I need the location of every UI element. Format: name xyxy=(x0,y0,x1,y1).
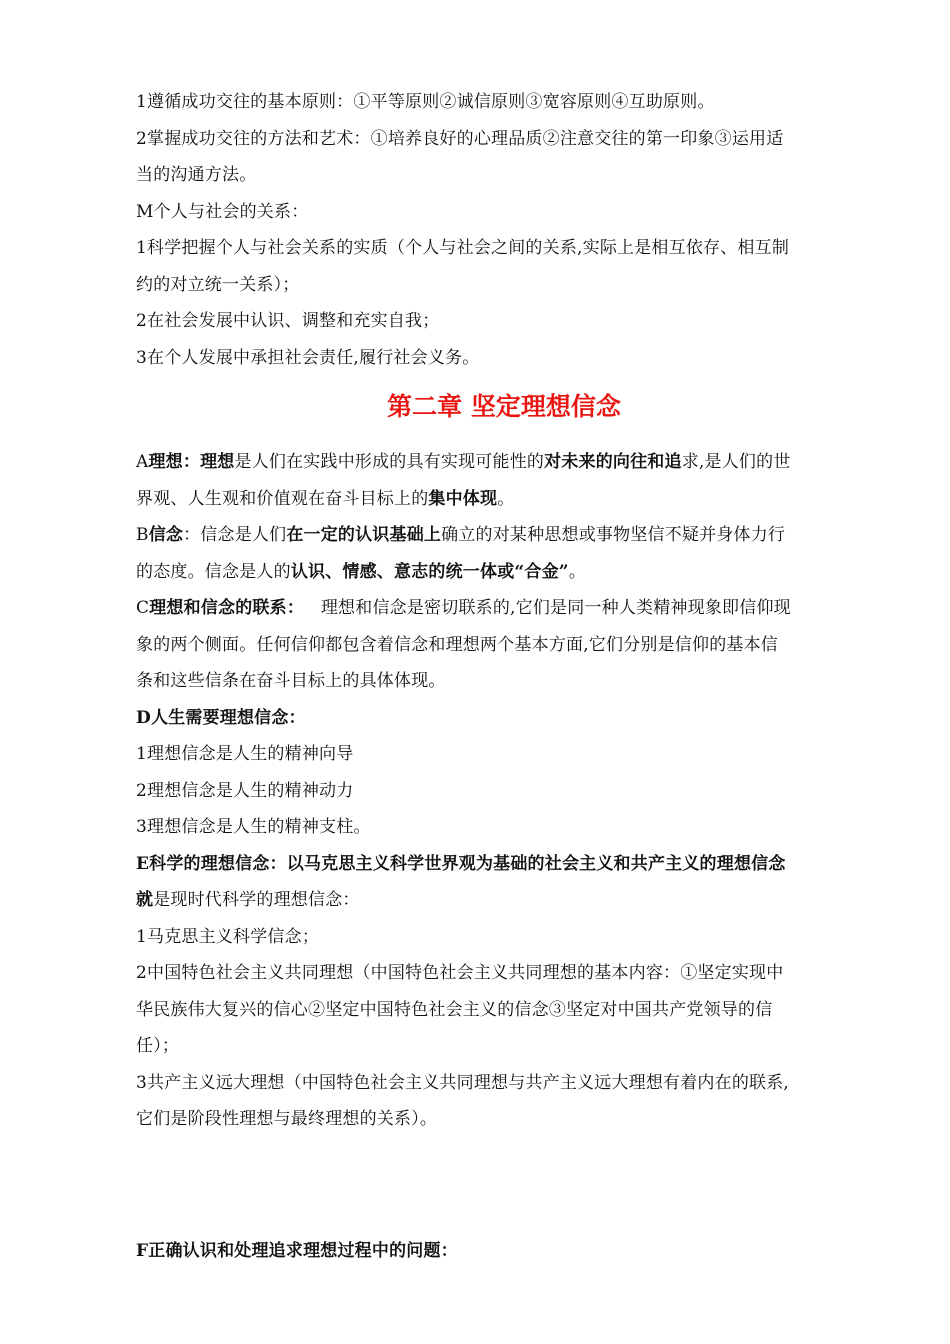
section-a-text: 是人们在实践中形成的具有实现可能性的 xyxy=(234,452,545,472)
chapter-title: 第二章 坚定理想信念 xyxy=(387,392,621,421)
methods-line-2: 当的沟通方法。 xyxy=(136,165,257,185)
section-c-line-1 xyxy=(136,590,872,627)
section-m-item-2: 2在社会发展中认识、调整和充实自我； xyxy=(136,311,440,331)
section-a-line-1 xyxy=(136,444,872,481)
section-d-item-3: 3理想信念是人生的精神支柱。 xyxy=(136,817,371,837)
section-m-item-3: 3在个人发展中承担社会责任,履行社会义务。 xyxy=(136,347,480,368)
principles-line: 1遵循成功交往的基本原则：①平等原则②诚信原则③宽容原则④互助原则。 xyxy=(136,92,715,112)
section-a-bold-2: 集中体现 xyxy=(428,488,498,509)
section-m-heading: M个人与社会的关系： xyxy=(136,201,309,222)
section-a-term: 理想 xyxy=(200,452,235,472)
section-c-text: 理想和信念是密切联系的,它们是同一种人类精神现象即信仰现 xyxy=(304,598,791,618)
section-b-prefix: B xyxy=(136,525,149,545)
section-b-label: 信念 xyxy=(148,525,184,545)
section-e-bold-end: 就 xyxy=(136,890,154,910)
section-e-heading: E科学的理想信念：以马克思主义科学世界观为基础的社会主义和共产主义的理想信念 xyxy=(136,853,786,874)
section-d-heading: D人生需要理想信念： xyxy=(136,707,306,728)
section-e-item-2-line-3: 任）； xyxy=(136,1036,180,1056)
document-page xyxy=(136,84,872,1269)
section-b-line-1 xyxy=(136,517,872,554)
section-e-item-1: 1马克思主义科学信念； xyxy=(136,926,320,947)
section-e-item-2-line-2: 华民族伟大复兴的信心②坚定中国特色社会主义的信念③坚定对中国共产党领导的信 xyxy=(136,999,773,1020)
section-e-item-3-line-1: 3共产主义远大理想（中国特色社会主义共同理想与共产主义远大理想有着内在的联系, xyxy=(136,1072,790,1093)
section-b-text: ：信念是人们 xyxy=(183,525,287,545)
section-e-item-3-line-2: 它们是阶段性理想与最终理想的关系）。 xyxy=(136,1109,438,1129)
section-a-bold: 对未来的向往和追 xyxy=(544,452,682,472)
section-c-prefix: C xyxy=(136,598,150,618)
section-a-line-2 xyxy=(136,481,872,518)
section-e-line-2 xyxy=(136,882,872,919)
section-a-end: 。 xyxy=(497,488,515,509)
section-b-line-2 xyxy=(136,554,872,591)
section-c-line-3: 条和这些信条在奋斗目标上的具体体现。 xyxy=(136,671,446,691)
section-e-item-2-line-1: 2中国特色社会主义共同理想（中国特色社会主义共同理想的基本内容：①坚定实现中 xyxy=(136,963,784,983)
section-b-bold-2: 认识、情感、意志的统一体或“合金” xyxy=(290,561,569,582)
section-b-text-2: 确立的对某种思想或事物坚信不疑并身体力行 xyxy=(441,525,786,545)
blank-gap xyxy=(136,1138,872,1233)
section-a-text-2: 求,是人们的世 xyxy=(681,452,791,472)
section-a-prefix: A xyxy=(136,452,149,472)
section-c-label: 理想和信念的联系： xyxy=(149,598,305,618)
methods-line-1: 2掌握成功交往的方法和艺术：①培养良好的心理品质②注意交往的第一印象③运用适 xyxy=(136,128,784,149)
section-a-label: 理想： xyxy=(148,452,201,472)
section-b-bold: 在一定的认识基础上 xyxy=(286,525,442,545)
section-a-text-3: 界观、人生观和价值观在奋斗目标上的 xyxy=(136,488,429,509)
section-m-item-1-line-2: 约的对立统一关系）； xyxy=(136,274,300,295)
section-b-end: 。 xyxy=(568,561,586,582)
section-f-heading: F正确认识和处理追求理想过程中的问题： xyxy=(136,1240,458,1261)
section-b-text-3: 的态度。信念是人的 xyxy=(136,561,291,582)
section-e-text: 是现时代科学的理想信念： xyxy=(153,890,360,910)
section-d-item-2: 2理想信念是人生的精神动力 xyxy=(136,780,354,801)
section-m-item-1-line-1: 1科学把握个人与社会关系的实质（个人与社会之间的关系,实际上是相互依存、相互制 xyxy=(136,238,790,258)
section-d-item-1: 1理想信念是人生的精神向导 xyxy=(136,744,354,764)
section-c-line-2: 象的两个侧面。任何信仰都包含着信念和理想两个基本方面,它们分别是信仰的基本信 xyxy=(136,634,779,655)
